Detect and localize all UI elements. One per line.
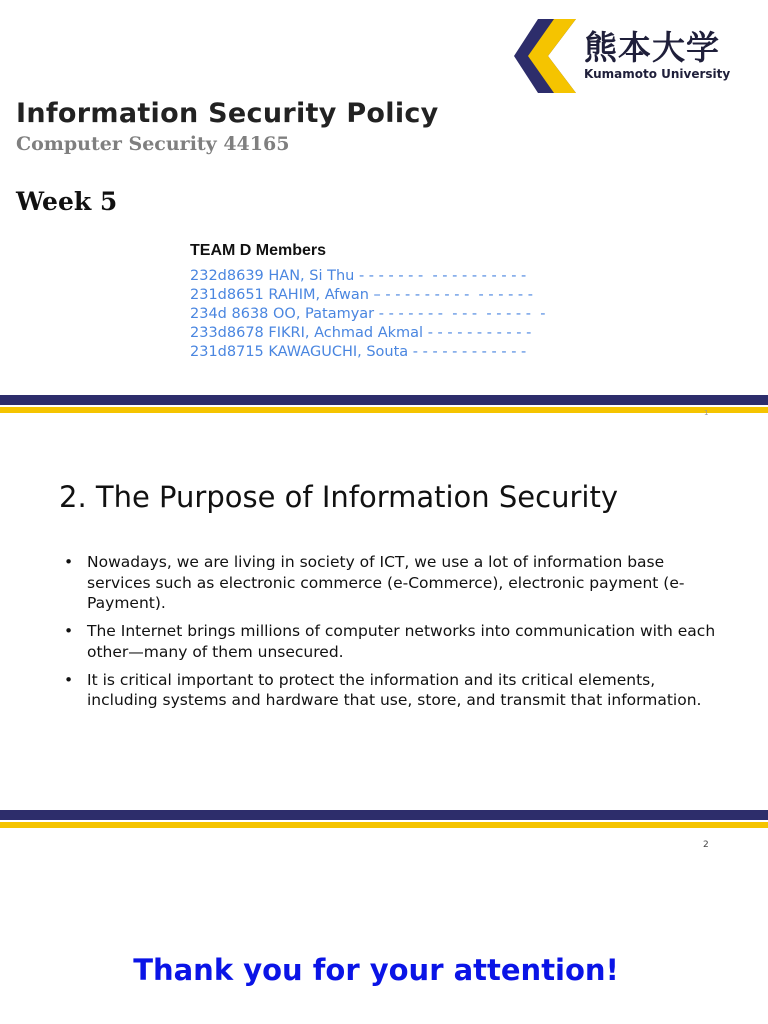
slide-1 — [0, 0, 768, 395]
slide-title: 2. The Purpose of Information Security — [59, 480, 618, 514]
team-member: 232d8639 HAN, Si Thu - - - - - - - - - - - - - - - - - — [190, 268, 527, 284]
bullet-list — [59, 552, 719, 718]
bullet-item — [59, 621, 719, 662]
kumamoto-university-logo — [514, 19, 731, 93]
course-subtitle: Computer Security 44165 — [16, 133, 290, 155]
bullet-text: Nowadays, we are living in society of ICT, we use a lot of information base services such as electronic commerce (e-Commerce), electronic payment (e-Payment). — [87, 553, 685, 612]
page-number: 1 — [704, 409, 709, 417]
bullet-icon: • — [64, 553, 74, 571]
team-member: 231d8715 KAWAGUCHI, Souta - - - - - - - - - - - - — [190, 344, 527, 360]
bullet-text: The Internet brings millions of computer networks into communication with each other—many of them unsecured. — [87, 622, 716, 661]
slide-divider-navy — [0, 810, 768, 820]
team-members-list — [190, 267, 545, 362]
week-label: Week 5 — [16, 187, 118, 216]
slide-divider-gold — [0, 822, 768, 828]
bullet-icon: • — [64, 622, 74, 640]
chevron-logo-icon — [514, 19, 580, 93]
bullet-text: It is critical important to protect the information and its critical elements, including systems and hardware that use, store, and transmit that information. — [87, 670, 702, 709]
team-member: 233d8678 FIKRI, Achmad Akmal - - - - - - - - - - - — [190, 325, 532, 341]
team-member: 234d 8638 OO, Patamyar - - - - - - - - - - - - - - - - — [190, 306, 546, 322]
team-member: 231d8651 RAHIM, Afwan – - - - - - - - - - - - - - - - — [190, 287, 533, 303]
slide-divider-gold — [0, 407, 768, 413]
logo-english-text: Kumamoto University — [584, 67, 731, 81]
bullet-icon: • — [64, 670, 74, 689]
team-heading: TEAM D Members — [190, 242, 327, 259]
slide-divider-navy — [0, 395, 768, 405]
bullet-item — [59, 670, 719, 711]
bullet-item — [59, 552, 719, 614]
logo-japanese-text: 熊本大学 — [584, 28, 720, 67]
thank-you-message: Thank you for your attention! — [133, 953, 619, 987]
presentation-title: Information Security Policy — [16, 98, 439, 129]
page-number: 2 — [703, 840, 709, 850]
